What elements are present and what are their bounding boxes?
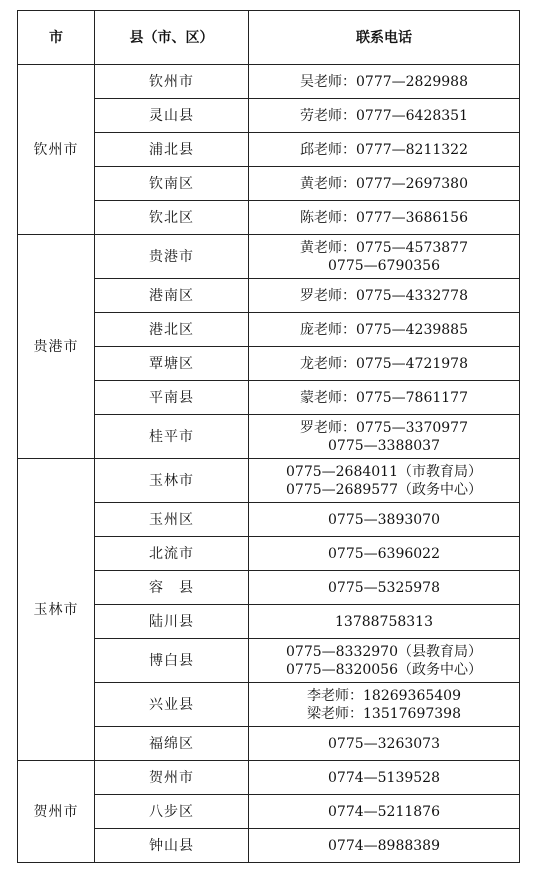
phone-cell [249, 279, 520, 313]
county-cell: 贵港市 [95, 235, 249, 279]
phone-line: 蒙老师：0775—7861177 [300, 389, 468, 406]
county-cell: 陆川县 [95, 605, 249, 639]
county-cell: 兴业县 [95, 683, 249, 727]
phone-line: 0775—6396022 [328, 545, 440, 562]
county-cell: 灵山县 [95, 99, 249, 133]
county-cell: 钦南区 [95, 167, 249, 201]
county-cell: 桂平市 [95, 415, 249, 459]
phone-cell [249, 503, 520, 537]
phone-cell [249, 537, 520, 571]
phone-cell [249, 605, 520, 639]
contact-table [17, 10, 520, 863]
county-cell: 港南区 [95, 279, 249, 313]
header-county: 县（市、区） [95, 11, 249, 65]
phone-cell [249, 795, 520, 829]
county-cell: 钦北区 [95, 201, 249, 235]
phone-line: 陈老师：0777—3686156 [300, 209, 468, 226]
phone-line: 0774—5139528 [328, 769, 440, 786]
table-body [18, 65, 520, 863]
county-cell: 玉州区 [95, 503, 249, 537]
phone-cell [249, 571, 520, 605]
county-cell: 玉林市 [95, 459, 249, 503]
city-cell: 玉林市 [18, 459, 95, 761]
table-row [18, 459, 520, 503]
phone-cell [249, 201, 520, 235]
phone-line: 0775—3388037 [328, 437, 440, 454]
county-cell: 北流市 [95, 537, 249, 571]
phone-line: 黄老师：0775—4573877 [300, 239, 468, 256]
phone-line: 庞老师：0775—4239885 [300, 321, 468, 338]
phone-cell [249, 683, 520, 727]
county-cell: 覃塘区 [95, 347, 249, 381]
phone-line: 罗老师：0775—3370977 [300, 419, 468, 436]
county-cell: 港北区 [95, 313, 249, 347]
city-cell: 贵港市 [18, 235, 95, 459]
city-cell: 钦州市 [18, 65, 95, 235]
contact-table-sheet [17, 10, 519, 860]
header-city: 市 [18, 11, 95, 65]
table-row [18, 65, 520, 99]
phone-line: 0775—2684011（市教育局） [286, 463, 482, 480]
phone-line: 梁老师：13517697398 [307, 705, 461, 722]
phone-line: 0774—8988389 [328, 837, 440, 854]
phone-line: 吴老师：0777—2829988 [300, 73, 468, 90]
phone-cell [249, 381, 520, 415]
phone-cell [249, 639, 520, 683]
phone-line: 0775—3263073 [328, 735, 440, 752]
phone-line: 0775—6790356 [328, 257, 440, 274]
county-cell: 浦北县 [95, 133, 249, 167]
city-cell: 贺州市 [18, 761, 95, 863]
phone-cell [249, 415, 520, 459]
phone-cell [249, 761, 520, 795]
county-cell: 八步区 [95, 795, 249, 829]
phone-line: 0775—5325978 [328, 579, 440, 596]
table-row [18, 235, 520, 279]
county-cell: 钦州市 [95, 65, 249, 99]
phone-line: 0775—3893070 [328, 511, 440, 528]
phone-line: 0774—5211876 [328, 803, 440, 820]
phone-cell [249, 65, 520, 99]
header-row [18, 11, 520, 65]
phone-cell [249, 727, 520, 761]
phone-line: 0775—2689577（政务中心） [286, 481, 482, 498]
phone-line: 0775—8320056（政务中心） [286, 661, 482, 678]
phone-cell [249, 167, 520, 201]
phone-line: 黄老师：0777—2697380 [300, 175, 468, 192]
phone-line: 劳老师：0777—6428351 [300, 107, 468, 124]
phone-cell [249, 99, 520, 133]
phone-cell [249, 235, 520, 279]
phone-line: 李老师：18269365409 [307, 687, 461, 704]
header-phone: 联系电话 [249, 11, 520, 65]
phone-line: 龙老师：0775—4721978 [300, 355, 468, 372]
phone-cell [249, 313, 520, 347]
phone-line: 罗老师：0775—4332778 [300, 287, 468, 304]
phone-cell [249, 459, 520, 503]
phone-line: 0775—8332970（县教育局） [286, 643, 482, 660]
phone-cell [249, 829, 520, 863]
county-cell: 博白县 [95, 639, 249, 683]
phone-line: 邱老师：0777—8211322 [300, 141, 468, 158]
county-cell: 钟山县 [95, 829, 249, 863]
phone-cell [249, 133, 520, 167]
table-row [18, 761, 520, 795]
phone-cell [249, 347, 520, 381]
county-cell: 贺州市 [95, 761, 249, 795]
county-cell: 容 县 [95, 571, 249, 605]
phone-line: 13788758313 [335, 613, 433, 630]
county-cell: 平南县 [95, 381, 249, 415]
county-cell: 福绵区 [95, 727, 249, 761]
